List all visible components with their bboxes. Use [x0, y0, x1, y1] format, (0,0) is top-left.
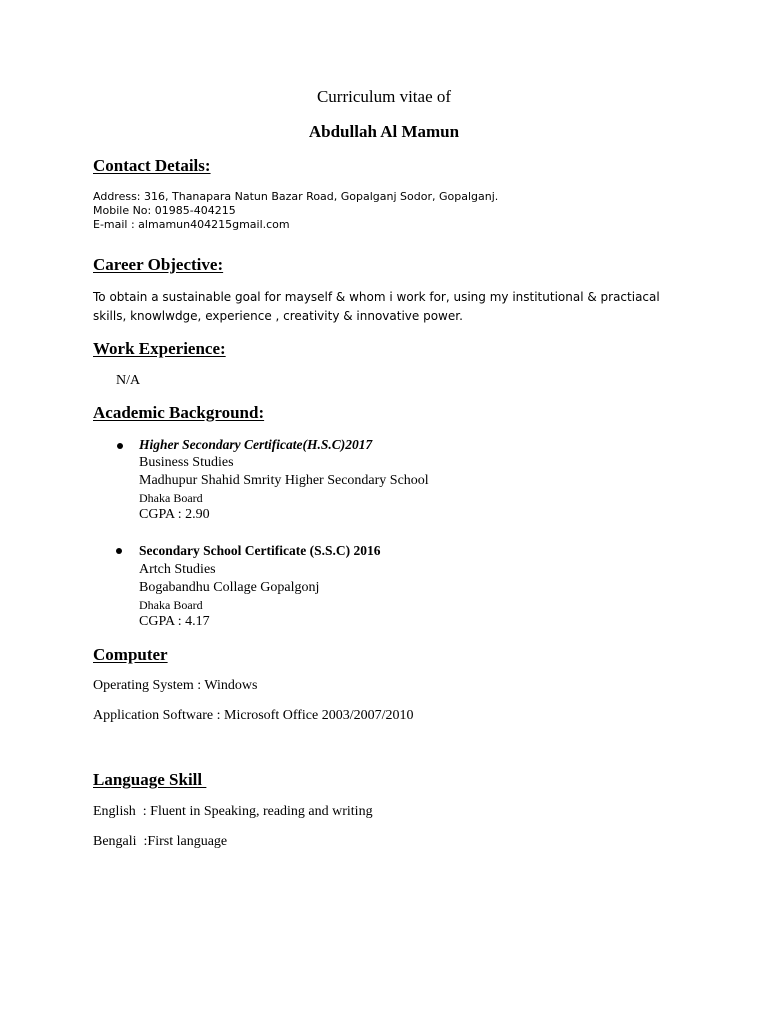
bullet-icon [117, 443, 123, 449]
ssc-cgpa: CGPA : 4.17 [139, 614, 210, 629]
hsc-group: Business Studies [139, 455, 234, 470]
language-bengali: Bengali :First language [93, 834, 228, 849]
hsc-board: Dhaka Board [139, 491, 203, 505]
computer-software: Application Software : Microsoft Office 2003/2007/2010 [93, 708, 414, 723]
computer-heading: Computer [93, 645, 168, 664]
hsc-title: Higher Secondary Certificate(H.S.C)2017 [139, 437, 373, 452]
objective-line-2: skills, knowlwdge, experience , creativity & innovative power. [93, 309, 463, 323]
contact-address: Address: 316, Thanapara Natun Bazar Road, Gopalganj Sodor, Gopalganj. [93, 190, 499, 203]
language-english: English : Fluent in Speaking, reading and writing [93, 804, 373, 819]
contact-heading: Contact Details: [93, 156, 211, 175]
hsc-institution: Madhupur Shahid Smrity Higher Secondary School [139, 473, 429, 488]
work-heading: Work Experience: [93, 339, 226, 358]
ssc-institution: Bogabandhu Collage Gopalgonj [139, 580, 320, 595]
language-heading: Language Skill [93, 770, 207, 789]
hsc-cgpa: CGPA : 2.90 [139, 507, 210, 522]
work-value: N/A [116, 373, 141, 388]
cv-title: Curriculum vitae of [316, 87, 452, 106]
ssc-board: Dhaka Board [139, 598, 203, 612]
objective-heading: Career Objective: [93, 255, 224, 274]
ssc-group: Artch Studies [139, 562, 216, 577]
academic-heading: Academic Background: [93, 403, 265, 422]
candidate-name: Abdullah Al Mamun [308, 122, 460, 141]
objective-line-1: To obtain a sustainable goal for mayself & whom i work for, using my institutional & practiacal [93, 290, 660, 304]
contact-email: E-mail : almamun404215gmail.com [93, 218, 290, 231]
contact-mobile: Mobile No: 01985-404215 [93, 204, 236, 217]
ssc-title: Secondary School Certificate (S.S.C) 2016 [139, 543, 381, 558]
bullet-icon [116, 548, 122, 554]
computer-os: Operating System : Windows [93, 678, 258, 693]
